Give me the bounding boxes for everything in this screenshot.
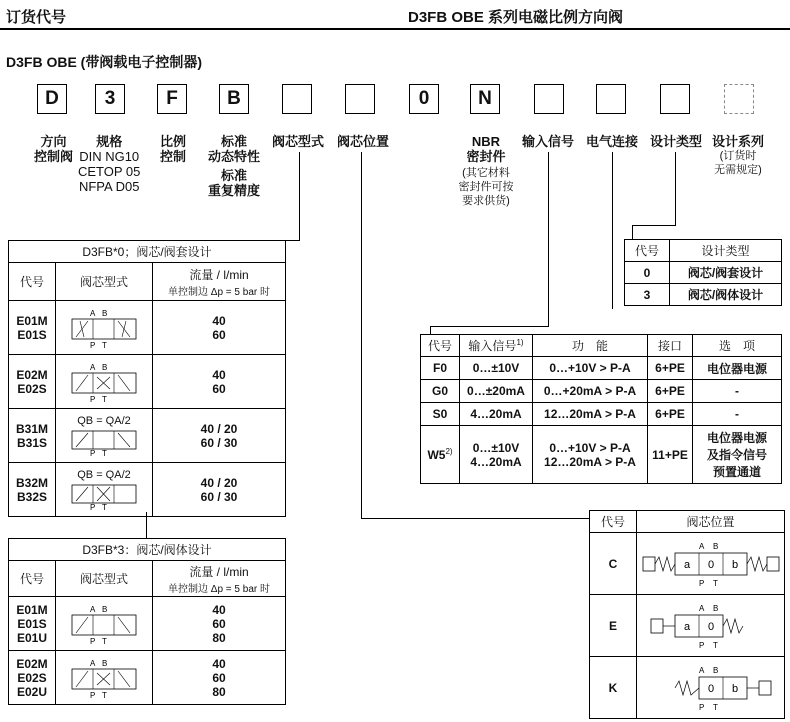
- table-spool-sleeve: [8, 240, 286, 517]
- label-design-type: 设计类型: [650, 134, 703, 149]
- svg-text:P: P: [698, 702, 704, 712]
- col-input: 输入信号$^{1)}$: [460, 335, 533, 357]
- svg-text:P: P: [698, 640, 704, 650]
- connector: [632, 225, 633, 239]
- label-size: 规格 DIN NG10 CETOP 05 NFPA D05: [78, 134, 141, 194]
- col-code: 代号: [625, 240, 670, 262]
- code-box-5: [282, 84, 312, 114]
- table-row: E02M E02S A B P T 40 60: [9, 355, 286, 409]
- table-row: E A B a 0 P T: [590, 595, 785, 657]
- col-spool-type: 阀芯型式: [56, 561, 153, 597]
- col-option: 选 项: [693, 335, 782, 357]
- connector: [299, 152, 300, 240]
- col-flow: 流量 / l/min 单控制边 Δp = 5 bar 时: [153, 561, 286, 597]
- svg-text:T: T: [102, 636, 107, 645]
- code-box-9: [534, 84, 564, 114]
- spool-symbol-icon: [62, 657, 146, 699]
- label-standard: 标准 动态特性 标准 重复精度: [208, 134, 261, 198]
- connector: [675, 152, 676, 225]
- header-left: 订货代号: [6, 9, 67, 26]
- svg-text:B: B: [102, 604, 108, 614]
- code-box-2: 3: [95, 84, 125, 114]
- svg-text:P: P: [90, 502, 96, 511]
- connector: [286, 240, 300, 241]
- table-design-type: [624, 239, 782, 306]
- spool-symbol-icon: [62, 481, 146, 511]
- col-flow: 流量 / l/min 单控制边 Δp = 5 bar 时: [153, 263, 286, 301]
- table-row: G0 0…±20mA 0…+20mA > P-A 6+PE -: [421, 380, 782, 403]
- label-valve: 方向 控制阀: [34, 134, 74, 164]
- col-port: 接口: [648, 335, 693, 357]
- svg-text:T: T: [102, 502, 107, 511]
- svg-text:A: A: [90, 362, 96, 372]
- col-code: 代号: [9, 263, 56, 301]
- table-title: D3FB*3：阀芯/阀体设计: [9, 539, 286, 561]
- subtitle: D3FB OBE (带阀载电子控制器): [6, 54, 202, 70]
- code-box-4: B: [219, 84, 249, 114]
- table-row: E02M E02S E02U A B P T 40 60 80: [9, 651, 286, 705]
- table-row: 3 阀芯/阀体设计: [625, 284, 782, 306]
- spool-symbol-icon: [62, 307, 146, 349]
- svg-text:A: A: [90, 658, 96, 668]
- connector: [430, 326, 431, 334]
- header-right: D3FB OBE 系列电磁比例方向阀: [408, 9, 624, 26]
- label-electrical: 电气连接: [586, 134, 639, 149]
- col-spool-type: 阀芯型式: [56, 263, 153, 301]
- svg-text:T: T: [712, 640, 718, 650]
- svg-text:P: P: [90, 448, 96, 457]
- svg-text:0: 0: [707, 558, 714, 571]
- svg-text:B: B: [712, 541, 718, 551]
- table-row: K A B 0 b P T: [590, 657, 785, 719]
- svg-text:B: B: [712, 665, 718, 675]
- code-box-1: D: [37, 84, 67, 114]
- code-box-8: N: [470, 84, 500, 114]
- header-rule: [0, 28, 790, 30]
- col-function: 功 能: [533, 335, 648, 357]
- code-box-3: F: [157, 84, 187, 114]
- svg-text:B: B: [102, 658, 108, 668]
- code-box-10: [596, 84, 626, 114]
- table-row: E01M E01S A B P T 40 60: [9, 301, 286, 355]
- svg-text:T: T: [712, 702, 718, 712]
- col-code: 代号: [590, 511, 637, 533]
- svg-text:A: A: [698, 665, 704, 675]
- spool-position-c-icon: [641, 539, 781, 589]
- code-box-6: [345, 84, 375, 114]
- table-input-signal: [420, 334, 782, 484]
- svg-text:P: P: [90, 690, 96, 699]
- table-row: F0 0…±10V 0…+10V > P-A 6+PE 电位器电源: [421, 357, 782, 380]
- table-row: 0 阀芯/阀套设计: [625, 262, 782, 284]
- svg-text:A: A: [698, 541, 704, 551]
- code-box-7: 0: [409, 84, 439, 114]
- spool-symbol-icon: [62, 603, 146, 645]
- label-input-signal: 输入信号: [522, 134, 575, 149]
- table-row: B31M B31S QB = QA/2 P T 40 / 20 60 / 30: [9, 409, 286, 463]
- code-box-11: [660, 84, 690, 114]
- table-spool-position: [589, 510, 785, 719]
- col-position: 阀芯位置: [637, 511, 785, 533]
- svg-text:T: T: [712, 578, 718, 588]
- col-design: 设计类型: [670, 240, 782, 262]
- spool-position-e-icon: [641, 601, 781, 651]
- svg-text:b: b: [731, 558, 738, 571]
- spool-position-k-icon: [641, 663, 781, 713]
- connector: [361, 518, 589, 519]
- table-spool-body: [8, 538, 286, 705]
- svg-text:A: A: [90, 308, 96, 318]
- spool-symbol-icon: [62, 361, 146, 403]
- col-code: 代号: [421, 335, 460, 357]
- svg-text:b: b: [731, 682, 738, 695]
- svg-text:P: P: [90, 340, 96, 349]
- table-title: D3FB*0；阀芯/阀套设计: [9, 241, 286, 263]
- code-box-12: [724, 84, 754, 114]
- svg-text:P: P: [90, 394, 96, 403]
- svg-text:T: T: [102, 690, 107, 699]
- table-row: B32M B32S QB = QA/2 P T 40 / 20 60 / 30: [9, 463, 286, 517]
- table-row: W5$^{2)}$ 0…±10V 4…20mA 0…+10V > P-A 12…20mA > P-A 11+PE 电位器电源 及指令信号 预置通道: [421, 426, 782, 484]
- svg-text:B: B: [102, 308, 108, 318]
- label-proportional: 比例 控制: [160, 134, 187, 164]
- svg-text:B: B: [102, 362, 108, 372]
- svg-text:0: 0: [707, 620, 714, 633]
- svg-text:T: T: [102, 448, 107, 457]
- svg-text:A: A: [698, 603, 704, 613]
- col-code: 代号: [9, 561, 56, 597]
- connector: [612, 152, 613, 309]
- svg-text:a: a: [683, 620, 690, 633]
- label-spool-type: 阀芯型式: [272, 134, 325, 149]
- connector: [632, 225, 676, 226]
- connector: [361, 152, 362, 518]
- svg-text:B: B: [712, 603, 718, 613]
- table-row: E01M E01S E01U A B P T 40 60 80: [9, 597, 286, 651]
- svg-text:A: A: [90, 604, 96, 614]
- svg-text:P: P: [698, 578, 704, 588]
- svg-text:T: T: [102, 340, 107, 349]
- table-row: S0 4…20mA 12…20mA > P-A 6+PE -: [421, 403, 782, 426]
- spool-symbol-icon: [62, 427, 146, 457]
- label-seal: NBR 密封件 (其它材料 密封件可按 要求供货): [458, 134, 514, 207]
- svg-text:T: T: [102, 394, 107, 403]
- connector: [548, 152, 549, 326]
- svg-text:a: a: [683, 558, 690, 571]
- svg-text:0: 0: [707, 682, 714, 695]
- connector: [430, 326, 549, 327]
- label-spool-position: 阀芯位置: [337, 134, 390, 149]
- svg-text:P: P: [90, 636, 96, 645]
- table-row: C A B a 0 b P T: [590, 533, 785, 595]
- label-design-series: 设计系列 (订货时 无需规定): [712, 134, 765, 176]
